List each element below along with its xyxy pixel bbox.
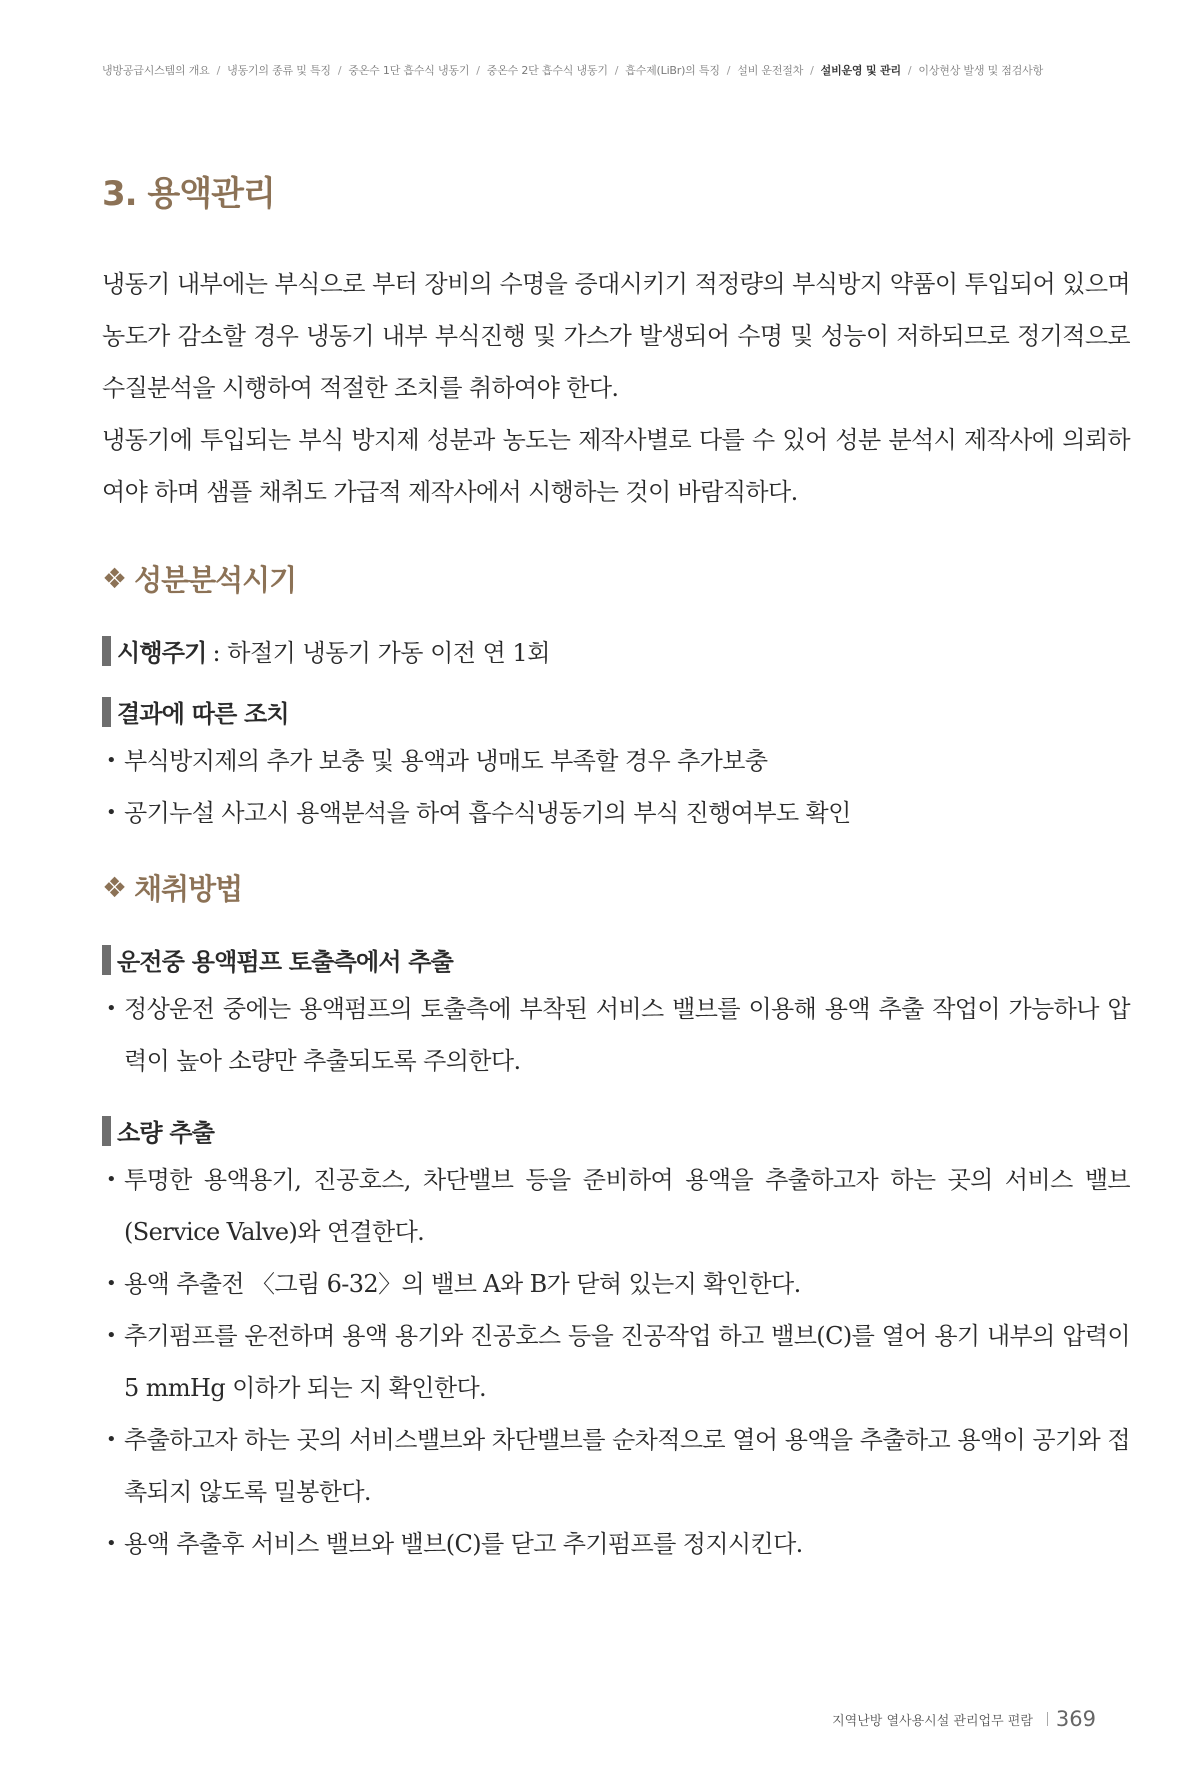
breadcrumb <box>102 62 1102 78</box>
diamond-icon: ❖ <box>102 562 127 595</box>
action-item-head <box>102 694 1130 729</box>
breadcrumb-item[interactable]: 냉동기의 종류 및 특징 <box>227 64 331 77</box>
section-title: 3. 용액관리 <box>102 174 275 214</box>
list-item-text: 추기펌프를 운전하며 용액 용기와 진공호스 등을 진공작업 하고 밸브(C)를 열어 용기 내부의 압력이 5 mmHg 이하가 되는 지 확인한다. <box>124 1322 1130 1402</box>
action-list <box>102 735 1130 839</box>
heading-bar-marker <box>102 697 111 727</box>
breadcrumb-item[interactable]: 설비 운전절차 <box>737 64 804 77</box>
page-footer <box>832 1707 1096 1731</box>
list-item-text: 정상운전 중에는 용액펌프의 토출측에 부착된 서비스 밸브를 이용해 용액 추출 작업이 가능하나 압력이 높아 소량만 추출되도록 주의한다. <box>124 995 1130 1075</box>
bullet-icon: • <box>106 1429 117 1450</box>
small-item-head <box>102 1113 1130 1148</box>
sampling-heading-label: 채취방법 <box>134 872 243 906</box>
bullet-icon: • <box>106 750 117 771</box>
main-content <box>102 258 1130 1570</box>
bullet-icon: • <box>106 802 117 823</box>
list-item-text: 용액 추출전 〈그림 6-32〉의 밸브 A와 B가 닫혀 있는지 확인한다. <box>124 1270 801 1298</box>
list-item-text: 투명한 용액용기, 진공호스, 차단밸브 등을 준비하여 용액을 추출하고자 하는 곳의 서비스 밸브(Service Valve)와 연결한다. <box>124 1166 1130 1246</box>
pump-item-head <box>102 942 1130 977</box>
intro-paragraph: 냉동기에 투입되는 부식 방지제 성분과 농도는 제작사별로 다를 수 있어 성분 분석시 제작사에 의뢰하여야 하며 샘플 채취도 가급적 제작사에서 시행하는 것이 바람직하다. <box>102 426 1130 506</box>
list-item-text: 용액 추출후 서비스 밸브와 밸브(C)를 닫고 추기펌프를 정지시킨다. <box>124 1530 803 1558</box>
diamond-icon: ❖ <box>102 871 127 904</box>
breadcrumb-separator: / <box>216 64 221 77</box>
bullet-icon: • <box>106 998 117 1019</box>
analysis-heading <box>102 558 1130 599</box>
list-item <box>102 1310 1130 1414</box>
breadcrumb-separator: / <box>810 64 814 77</box>
cycle-description: : 하절기 냉동기 가동 이전 연 1회 <box>212 639 550 667</box>
list-item <box>102 1518 1130 1570</box>
bullet-icon: • <box>106 1533 117 1554</box>
list-item-text: 부식방지제의 추가 보충 및 용액과 냉매도 부족할 경우 추가보충 <box>124 747 768 775</box>
breadcrumb-item[interactable]: 흡수제(LiBr)의 특징 <box>625 64 720 77</box>
breadcrumb-item[interactable]: 냉방공급시스템의 개요 <box>102 64 210 77</box>
action-title: 결과에 따른 조치 <box>117 700 289 728</box>
list-item <box>102 1154 1130 1258</box>
breadcrumb-separator: / <box>337 64 342 77</box>
list-item <box>102 983 1130 1087</box>
bullet-icon: • <box>106 1325 117 1346</box>
list-item <box>102 735 1130 787</box>
list-item <box>102 1414 1130 1518</box>
bullet-icon: • <box>106 1273 117 1294</box>
breadcrumb-item-active[interactable]: 설비운영 및 관리 <box>820 64 901 77</box>
page-number: 369 <box>1055 1707 1096 1731</box>
breadcrumb-separator: / <box>476 64 480 77</box>
pump-title: 운전중 용액펌프 토출측에서 추출 <box>117 948 454 976</box>
book-title: 지역난방 열사용시설 관리업무 편람 <box>832 1713 1033 1729</box>
footer-divider <box>1047 1712 1048 1726</box>
breadcrumb-item[interactable]: 이상현상 발생 및 점검사항 <box>918 64 1043 77</box>
breadcrumb-item[interactable]: 중온수 2단 흡수식 냉동기 <box>486 64 608 77</box>
heading-bar-marker <box>102 1116 111 1146</box>
intro-paragraph: 냉동기 내부에는 부식으로 부터 장비의 수명을 증대시키기 적정량의 부식방지 약품이 투입되어 있으며 농도가 감소할 경우 냉동기 내부 부식진행 및 가스가 발생되어 수명 및 성능이 저하되므로 정기적으로 수질분석을 시행하여 적절한 조치를 취하여야 한다. <box>102 270 1130 402</box>
list-item-text: 추출하고자 하는 곳의 서비스밸브와 차단밸브를 순차적으로 열어 용액을 추출하고 용액이 공기와 접촉되지 않도록 밀봉한다. <box>124 1426 1130 1506</box>
breadcrumb-separator: / <box>614 64 619 77</box>
list-item <box>102 1258 1130 1310</box>
pump-list <box>102 983 1130 1087</box>
breadcrumb-separator: / <box>726 64 731 77</box>
breadcrumb-item[interactable]: 중온수 1단 흡수식 냉동기 <box>348 64 470 77</box>
analysis-heading-label: 성분분석시기 <box>134 563 297 597</box>
breadcrumb-separator: / <box>907 64 912 77</box>
list-item-text: 공기누설 사고시 용액분석을 하여 흡수식냉동기의 부식 진행여부도 확인 <box>124 799 851 827</box>
heading-bar-marker <box>102 636 111 666</box>
small-extraction-list <box>102 1154 1130 1570</box>
small-title: 소량 추출 <box>117 1119 215 1147</box>
bullet-icon: • <box>106 1169 117 1190</box>
list-item <box>102 787 1130 839</box>
sampling-heading <box>102 867 1130 908</box>
cycle-title: 시행주기 <box>117 639 207 667</box>
heading-bar-marker <box>102 945 111 975</box>
cycle-item-head <box>102 633 1130 668</box>
